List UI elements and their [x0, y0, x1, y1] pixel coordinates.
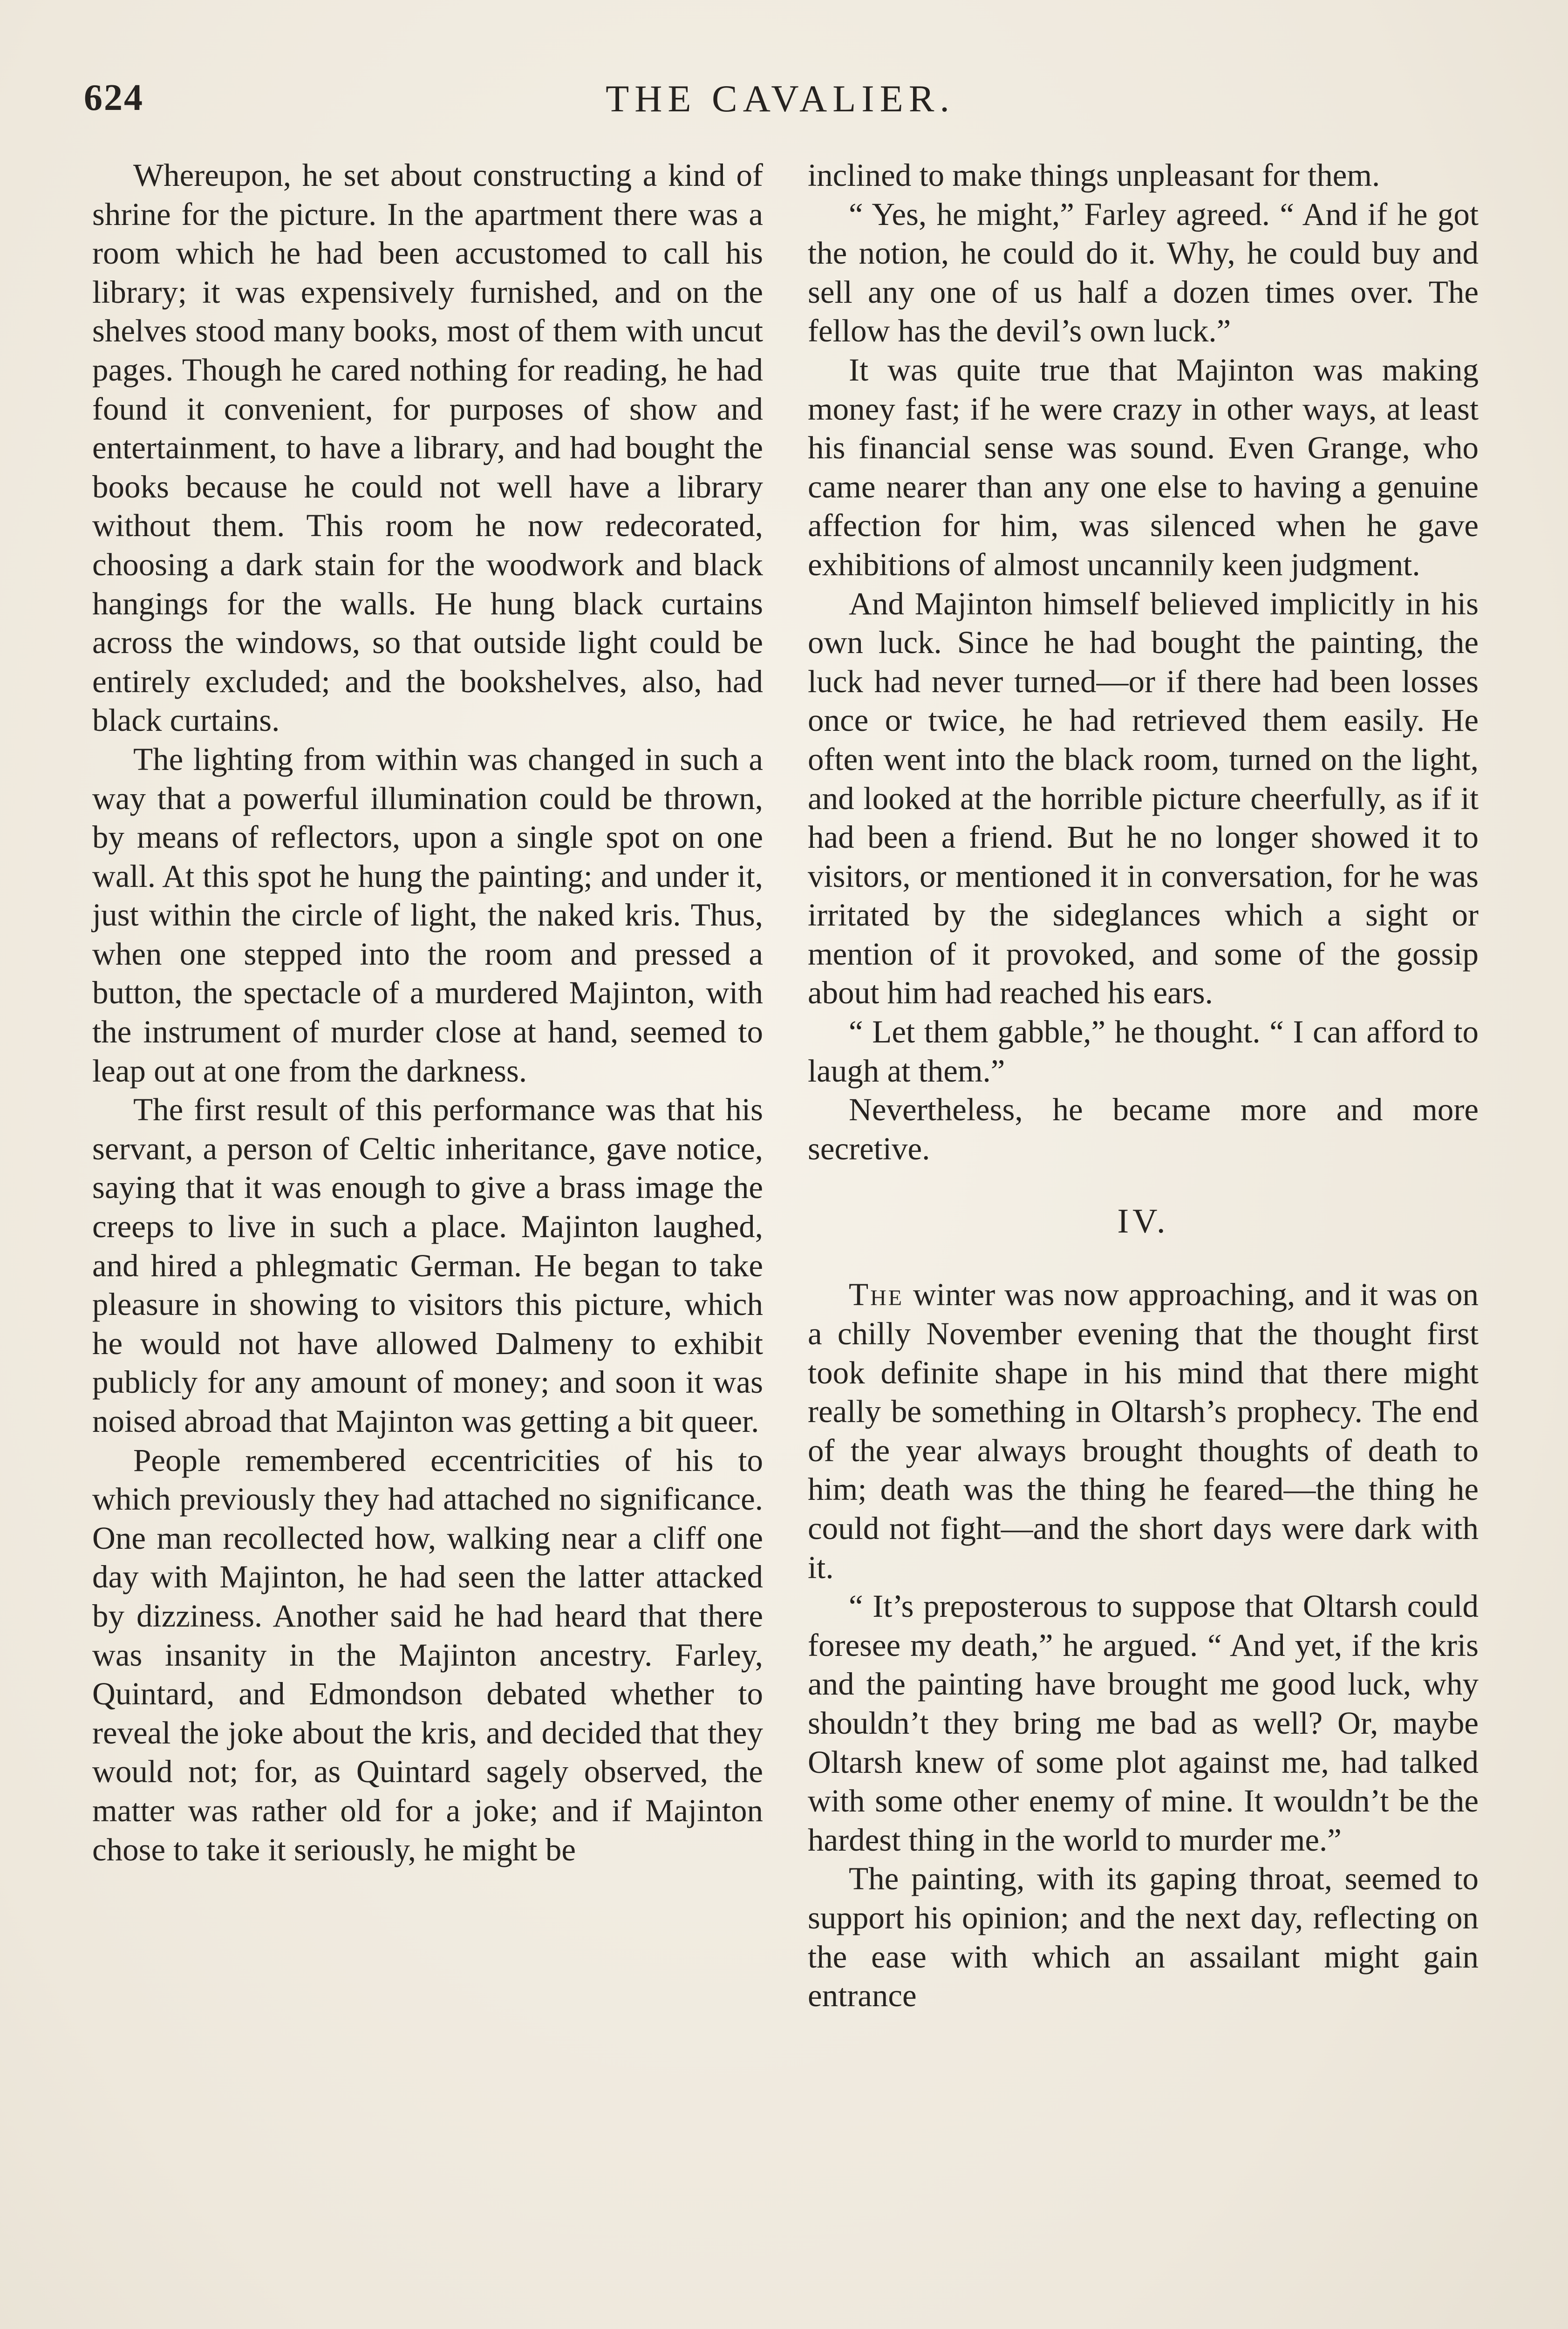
left-column [92, 156, 763, 1869]
right-column [808, 156, 1479, 2016]
page-number: 624 [84, 77, 144, 118]
opening-word: The [849, 1277, 904, 1313]
paragraph: The first result of this performance was that his servant, a person of Celtic inheritance, gave notice, saying that it was enough to give a brass image the creeps to live in such a place. Majinton laughed, and hired a phlegmatic German. He began to take pleasure in showing to visitors this picture, which he would not have allowed Dalmeny to exhibit publicly for any amount of money; and soon it was noised abroad that Majinton was getting a bit queer. [92, 1092, 763, 1439]
paragraph-continued: inclined to make things unpleasant for them. [808, 157, 1380, 193]
opening-text: winter was now approaching, and it was on a chilly November evening that the thought first took definite shape in his mind that there might really be something in Oltarsh’s prophecy. The end of the year always brought thoughts of death to him; death was the thing he feared—the thing he could not fight—and the short days were dark with it. [808, 1277, 1479, 1585]
paragraph: Nevertheless, he became more and more secretive. [808, 1092, 1479, 1166]
section-opening-paragraph [808, 1275, 1479, 1587]
paragraph: It was quite true that Majinton was making money fast; if he were crazy in other ways, at least his financial sense was sound. Even Grange, who came nearer than any one else to having a genuine affection for him, was silenced when he gave exhibitions of almost uncannily keen judgment. [808, 352, 1479, 582]
paragraph: “ It’s preposterous to suppose that Oltarsh could foresee my death,” he argued. “ And yet, if the kris and the painting have brought me good luck, why shouldn’t they bring me bad as well? Or, maybe Oltarsh knew of some plot against me, had talked with some other enemy of mine. It wouldn’t be the hardest thing in the world to murder me.” [808, 1588, 1479, 1858]
paragraph: People remembered eccentricities of his to which previously they had attached no significance. One man recollected how, walking near a cliff one day with Majinton, he had seen the latter attacked by dizziness. Another said he had heard that there was insanity in the Majinton ancestry. Farley, Quintard, and Edmondson debated whether to reveal the joke about the kris, and decided that they would not; for, as Quintard sagely observed, the matter was rather old for a joke; and if Majinton chose to take it seriously, he might be [92, 1442, 763, 1867]
page-header [84, 77, 1477, 128]
paragraph: “ Yes, he might,” Farley agreed. “ And if he got the notion, he could do it. Why, he could buy and sell any one of us half a dozen times over. The fellow has the devil’s own luck.” [808, 196, 1479, 349]
paragraph: The painting, with its gaping throat, seemed to support his opinion; and the next day, reflecting on the ease with which an assailant might gain entrance [808, 1861, 1479, 2014]
running-title: THE CAVALIER. [606, 77, 955, 120]
paragraph: And Majinton himself believed implicitly in his own luck. Since he had bought the painting, the luck had never turned—or if there had been losses once or twice, he had retrieved them easily. He often went into the black room, turned on the light, and looked at the horrible picture cheerfully, as if it had been a friend. But he no longer showed it to visitors, or mentioned it in conversation, for he was irritated by the sideglances which a sight or mention of it provoked, and some of the gossip about him had reached his ears. [808, 586, 1479, 1011]
paragraph: Whereupon, he set about constructing a kind of shrine for the picture. In the apartment there was a room which he had been accustomed to call his library; it was expensively furnished, and on the shelves stood many books, most of them with uncut pages. Though he cared nothing for reading, he had found it convenient, for purposes of show and entertainment, to have a library, and had bought the books because he could not well have a library without them. This room he now redecorated, choosing a dark stain for the woodwork and black hangings for the walls. He hung black curtains across the windows, so that outside light could be entirely excluded; and the bookshelves, also, had black curtains. [92, 157, 763, 738]
section-heading: IV. [1117, 1202, 1169, 1241]
paragraph: “ Let them gabble,” he thought. “ I can afford to laugh at them.” [808, 1014, 1479, 1089]
paragraph: The lighting from within was changed in such a way that a powerful illumination could be thrown, by means of reflectors, upon a single spot on one wall. At this spot he hung the painting; and under it, just within the circle of light, the naked kris. Thus, when one stepped into the room and pressed a button, the spectacle of a murdered Majinton, with the instrument of murder close at hand, seemed to leap out at one from the darkness. [92, 741, 763, 1089]
